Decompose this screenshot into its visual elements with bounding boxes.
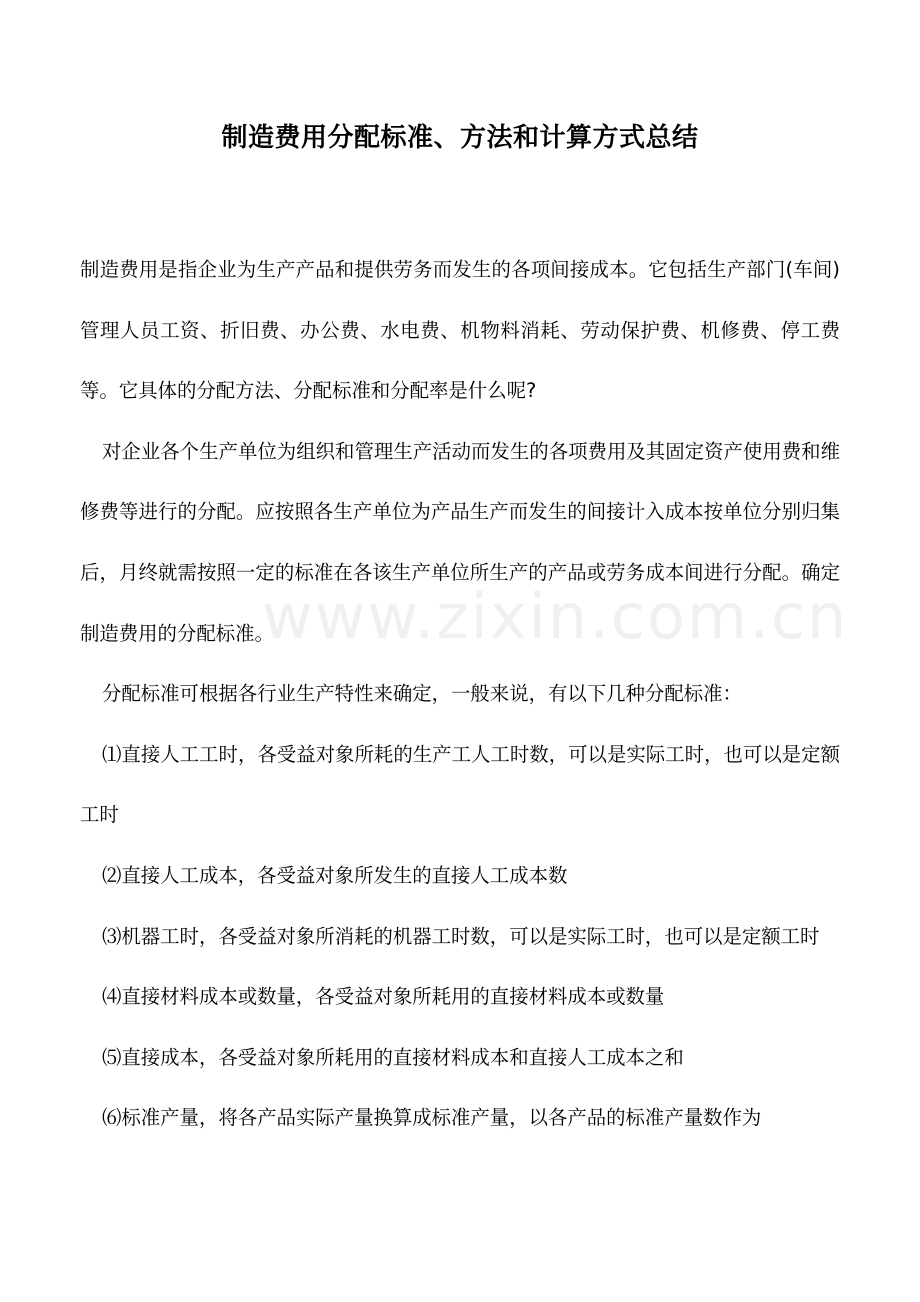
list-item-6: ⑹标准产量，将各产品实际产量换算成标准产量，以各产品的标准产量数作为 — [102, 1106, 762, 1130]
list-item-2: ⑵直接人工成本，各受益对象所发生的直接人工成本数 — [102, 863, 568, 887]
paragraph-intro: 制造费用是指企业为生产产品和提供劳务而发生的各项间接成本。它包括生产部门(车间)管理人员工资、折旧费、办公费、水电费、机物料消耗、劳动保护费、机修费、停工费等。它具体的分配方法、分配标准和分配率是什么呢? — [80, 258, 840, 403]
document-body — [80, 240, 840, 1149]
list-item-3: ⑶机器工时，各受益对象所消耗的机器工时数，可以是实际工时，也可以是定额工时 — [102, 924, 820, 948]
list-item-5: ⑸直接成本，各受益对象所耗用的直接材料成本和直接人工成本之和 — [102, 1045, 684, 1069]
paragraph-allocation: 对企业各个生产单位为组织和管理生产活动而发生的各项费用及其固定资产使用费和维修费等进行的分配。应按照各生产单位为产品生产而发生的间接计入成本按单位分别归集后，月终就需按照一定的标准在各该生产单位所生产的产品或劳务成本间进行分配。确定制造费用的分配标准。 — [80, 439, 840, 645]
watermark: www.zixin.com.cn — [262, 580, 849, 653]
list-item-4: ⑷直接材料成本或数量，各受益对象所耗用的直接材料成本或数量 — [102, 985, 665, 1009]
list-item-1: ⑴直接人工工时，各受益对象所耗的生产工人工时数，可以是实际工时，也可以是定额工时 — [80, 742, 840, 827]
paragraph-standards-intro: 分配标准可根据各行业生产特性来确定，一般来说，有以下几种分配标准： — [102, 682, 742, 706]
document-title: 制造费用分配标准、方法和计算方式总结 — [221, 123, 699, 153]
